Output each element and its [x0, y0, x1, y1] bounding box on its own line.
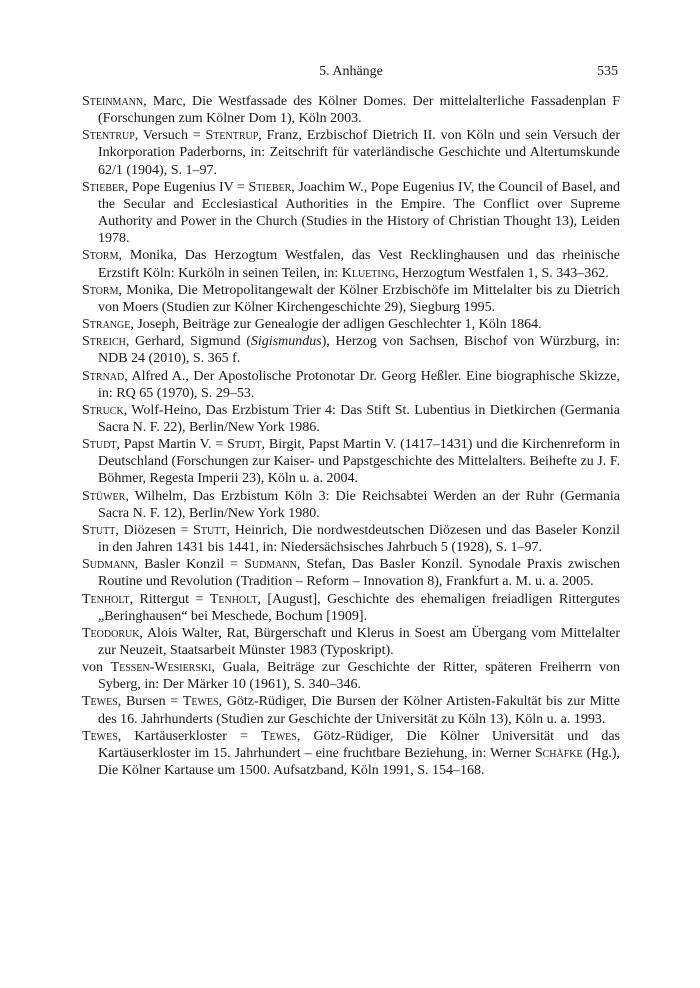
- entry-text: , Franz, Erzbischof Dietrich II. von Köln und sein Versuch der Inkorporation Paderborns, in: Zeitschrift für vaterländische Geschichte und Altertumskunde 62/1 (1904), S. 1–97.: [98, 128, 620, 178]
- entry-text: , Joseph, Beiträge zur Genealogie der adligen Geschlechter 1, Köln 1864.: [130, 317, 542, 333]
- bibliography-entry: [82, 127, 620, 178]
- entry-text: , Basler Konzil =: [134, 557, 245, 573]
- bibliography-entry: [82, 522, 620, 556]
- bibliography-entry: [82, 333, 620, 367]
- page-number: 535: [597, 64, 618, 79]
- bibliography-entry: [82, 625, 620, 659]
- author-name: Stutt: [82, 522, 116, 538]
- author-name: Streich: [82, 334, 126, 350]
- entry-text: , Joachim W., Pope Eugenius IV, the Council of Basel, and the Secular and Ecclesiastical Authorities in the Empire. The Conflict over Supreme Authority and Power in the Church (Studies in the History of Christian Thought 13), Leiden 1978.: [98, 179, 620, 247]
- bibliography-entry: [82, 488, 620, 522]
- author-name: Stentrup: [205, 128, 259, 144]
- author-name: Stentrup: [82, 128, 135, 144]
- author-name: Strange: [82, 317, 131, 333]
- entry-text: , Alfred A., Der Apostolische Protonotar Dr. Georg Heßler. Eine biographische Skizze, in: RQ 65 (1970), S. 29–53.: [98, 368, 620, 401]
- entry-text: (Hg.), Die Kölner Kartause um 1500. Aufsatzband, Köln 1991, S. 154–168.: [98, 745, 620, 779]
- author-name: Struck: [82, 402, 124, 418]
- italic-text: Sigismundus: [250, 334, 322, 350]
- entry-text: , Stefan, Das Basler Konzil. Synodale Praxis zwischen Routine und Revolution (Tradition – Reform – Innovation 8), Frankfurt a. M. u. a. 2005.: [98, 557, 620, 590]
- author-name: Tewes: [261, 728, 297, 744]
- bibliography-entry: [82, 556, 620, 590]
- section-title: 5. Anhänge: [319, 64, 383, 79]
- author-name: Sudmann: [82, 557, 135, 573]
- bibliography-entry: [82, 402, 620, 436]
- entry-text: , Papst Martin V. =: [116, 437, 228, 453]
- bibliography-list: [82, 93, 620, 779]
- entry-text: , Bursen =: [117, 694, 183, 710]
- author-name: Klueting: [341, 265, 396, 281]
- entry-text: , Birgit, Papst Martin V. (1417–1431) und die Kirchenreform in Deutschland (Forschungen zur Kaiser- und Papstgeschichte des Mittelalters. Beihefte zu J. F. Böhmer, Regesta Imperii 23), Köln u. a. 2004.: [98, 437, 620, 487]
- entry-text: ), Herzog von Sachsen, Bischof von Würzburg, in: NDB 24 (2010), S. 365 f.: [98, 334, 620, 367]
- entry-text: , Herzogtum Westfalen 1, S. 343–362.: [395, 265, 609, 281]
- bibliography-entry: [82, 316, 620, 333]
- author-name: Stutt: [193, 522, 227, 538]
- bibliography-entry: [82, 179, 620, 248]
- entry-text: , Wolf-Heino, Das Erzbistum Trier 4: Das Stift St. Lubentius in Dietkirchen (Germania Sacra N. F. 22), Berlin/New York 1986.: [98, 402, 620, 435]
- author-name: Teodoruk: [82, 625, 140, 641]
- bibliography-entry: [82, 247, 620, 281]
- entry-text: , Rittergut =: [129, 591, 210, 607]
- author-name: Schäfke: [534, 745, 583, 761]
- entry-text: , Götz-Rüdiger, Die Bursen der Kölner Artisten-Fakultät bis zur Mitte des 16. Jahrhunderts (Studien zur Geschichte der Universität zu Köln 13), Köln u. a. 1993.: [98, 694, 621, 727]
- author-name: Steinmann: [82, 94, 144, 109]
- author-name: Sudmann: [244, 557, 297, 573]
- entry-text: , Wilhelm, Das Erzbistum Köln 3: Die Reichsabtei Werden an der Ruhr (Germania Sacra N. F. 12), Berlin/New York 1980.: [98, 488, 620, 521]
- entry-text: , Monika, Das Herzogtum Westfalen, das Vest Recklinghausen und das rheinische Erzstift Köln: Kurköln in seinen Teilen, in:: [98, 248, 620, 281]
- entry-text: , Heinrich, Die nordwestdeutschen Diözesen und das Baseler Konzil in den Jahren 1431 bis 1441, in: Niedersächsisches Jahrbuch 5 (1928), S. 1–97.: [98, 522, 620, 556]
- entry-text: , Marc, Die Westfassade des Kölner Domes. Der mittelalterliche Fassadenplan F (Forschungen zum Kölner Dom 1), Köln 2003.: [98, 94, 620, 127]
- author-name: Tewes: [82, 728, 118, 744]
- author-name: Storm: [82, 282, 119, 298]
- bibliography-entry: [82, 659, 620, 693]
- entry-text: , Versuch =: [134, 128, 206, 144]
- bibliography-entry: [82, 591, 620, 625]
- author-name: Stüwer: [82, 488, 126, 504]
- author-name: Tenholt: [82, 591, 130, 607]
- author-name: Tewes: [182, 694, 219, 710]
- author-name: Stieber: [82, 179, 125, 195]
- running-head: [82, 62, 620, 82]
- bibliography-entry: [82, 728, 620, 779]
- entry-text: , Kartäuserkloster =: [117, 728, 262, 744]
- bibliography-entry: [82, 282, 620, 316]
- entry-text: , Götz-Rüdiger, Die Kölner Universität und das Kartäuserkloster im 15. Jahrhundert – eine fruchtbare Beziehung, in: Werner: [98, 728, 620, 761]
- bibliography-entry: [82, 436, 620, 487]
- entry-text: von: [82, 660, 111, 676]
- entry-text: , Pope Eugenius IV =: [124, 179, 249, 195]
- entry-text: , Alois Walter, Rat, Bürgerschaft und Klerus in Soest am Übergang vom Mittelalter zur Neuzeit, Staatsarbeit Münster 1983 (Typoskript).: [98, 625, 620, 658]
- author-name: Stieber: [248, 179, 292, 195]
- author-name: Tessen-Wesierski: [110, 660, 212, 676]
- bibliography-entry: [82, 693, 620, 727]
- entry-text: , [August], Geschichte des ehemaligen freiadligen Rittergutes „Beringhausen“ bei Meschede, Bochum [1909].: [98, 591, 620, 624]
- author-name: Tewes: [82, 694, 118, 710]
- entry-text: , Guala, Beiträge zur Geschichte der Ritter, späteren Freiherrn von Syberg, in: Der Märker 10 (1961), S. 340–346.: [98, 660, 620, 693]
- author-name: Studt: [82, 437, 117, 453]
- entry-text: , Monika, Die Metropolitangewalt der Kölner Erzbischöfe im Mittelalter bis zu Dietrich von Moers (Studien zur Kölner Kirchengeschichte 29), Siegburg 1995.: [98, 282, 620, 315]
- bibliography-entry: [82, 368, 620, 402]
- author-name: Tenholt: [209, 591, 258, 607]
- entry-text: , Diözesen =: [115, 522, 194, 538]
- entry-text: , Gerhard, Sigmund (: [125, 334, 251, 350]
- author-name: Storm: [82, 248, 119, 264]
- bibliography-entry: [82, 93, 620, 127]
- author-name: Studt: [227, 437, 262, 453]
- author-name: Strnad: [82, 368, 125, 384]
